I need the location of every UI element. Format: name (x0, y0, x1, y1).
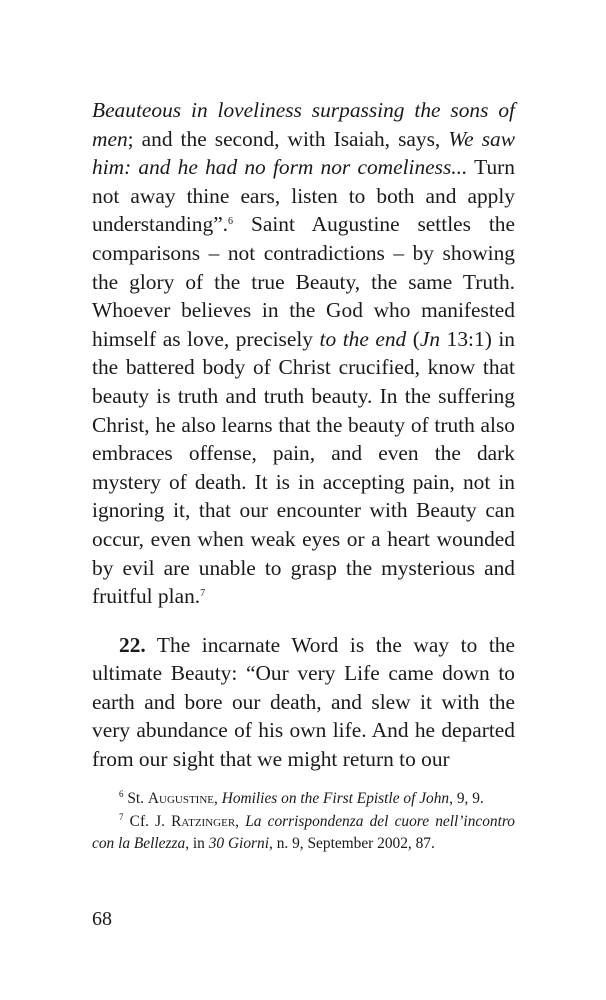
work-title: La corrispondenza del cuore nell’incontro con la Bellezza (92, 812, 515, 852)
text-run: Cf. J. (123, 812, 172, 830)
text-run: , n. 9, September 2002, 87. (269, 835, 435, 852)
author-name: Ratzinger (171, 812, 236, 830)
paragraph-22 (92, 631, 515, 774)
citation-book: Jn (419, 326, 441, 351)
text-run: ; and the second, with Isaiah, says, (127, 126, 449, 151)
text-run: , 9, 9. (449, 790, 484, 807)
quote-psalm: Beauteous in loveliness surpassing the sons of men (92, 98, 515, 151)
work-title: Homilies on the First Epistle of John (221, 790, 450, 807)
author-name: Augustine (147, 790, 214, 807)
text-run: ( (406, 326, 420, 351)
text-run: St. (123, 790, 148, 807)
footnote-number: 7 (119, 811, 124, 822)
text-run: , (235, 812, 246, 830)
body-text (92, 96, 515, 774)
text-run: , in (185, 835, 209, 852)
text-run: Turn not away thine ears, listen to both and apply understanding”. (92, 155, 515, 237)
quote-isaiah: We saw him: and he had no form nor comeliness... (92, 126, 515, 180)
text-run: The incarnate Word is the way to the ultimate Beauty: “Our very Life came down to earth and bore our death, and slew it with the very abundance of his own life. And he departed from our sight that we might return to our (92, 632, 515, 772)
footnotes (92, 788, 515, 856)
footnote-marker-7[interactable]: 7 (200, 588, 206, 600)
text-run: Saint Augustine settles the comparisons – not contradictions – by showing the glory of the true Beauty, the same Truth. Whoever believes in the God who manifested himself as love, precisely (92, 212, 515, 351)
journal-title: 30 Giorni (208, 835, 269, 852)
text-run: , (214, 790, 222, 807)
footnote-7 (92, 811, 515, 856)
emphasis-to-the-end: to the end (319, 326, 407, 351)
footnote-marker-6[interactable]: 6 (228, 216, 234, 228)
text-run: 13:1) in the battered body of Christ crucified, know that beauty is truth and truth beauty. In the suffering Christ, he also learns that the beauty of truth also embraces offense, pain, and even the dark mystery of death. It is in accepting pain, not in ignoring it, that our encounter with Beauty can occur, even when weak eyes or a heart wounded by evil are unable to grasp the mysterious and fruitful plan. (92, 326, 515, 609)
page-number: 68 (92, 908, 112, 930)
footnote-number: 6 (119, 789, 124, 799)
paragraph-21-continued (92, 96, 515, 611)
footnote-6 (92, 788, 515, 811)
paragraph-number: 22. (119, 632, 146, 657)
